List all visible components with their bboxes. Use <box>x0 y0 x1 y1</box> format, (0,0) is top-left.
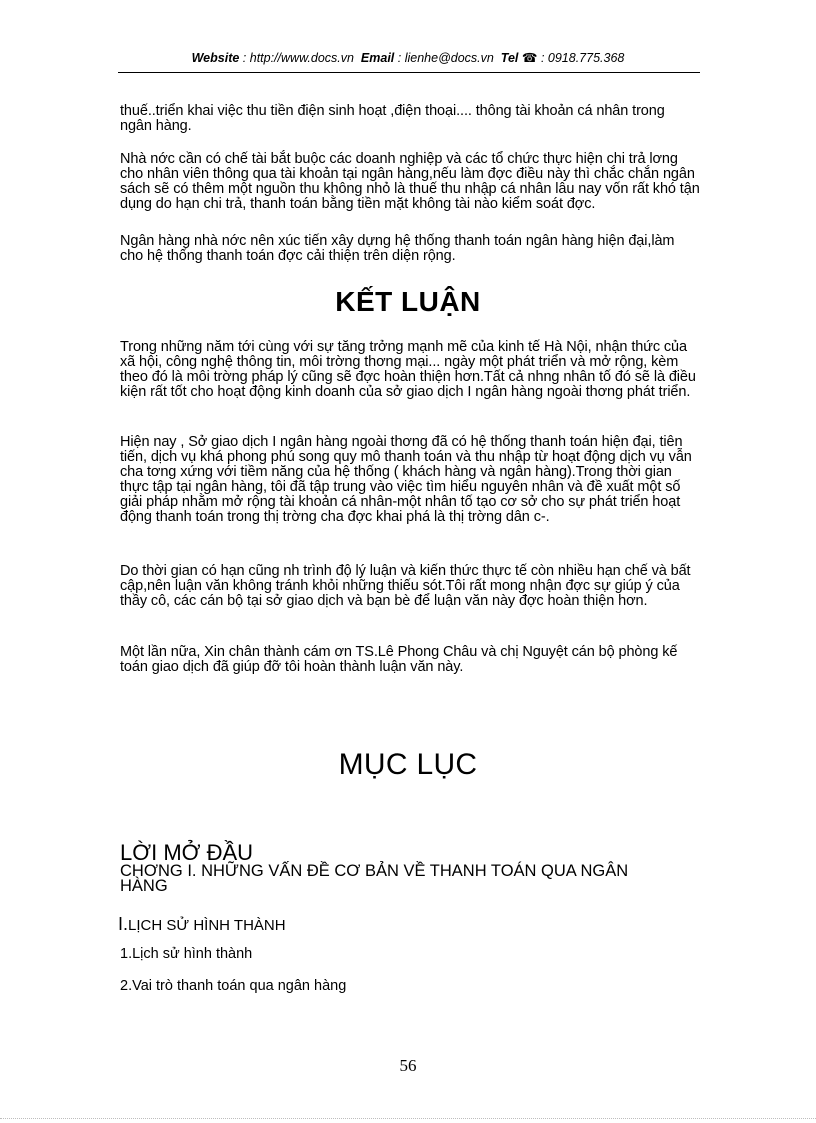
conclusion-paragraph-1 <box>120 340 700 400</box>
tel-value: : 0918.775.368 <box>540 51 625 65</box>
conclusion-paragraph-3 <box>120 564 700 609</box>
conclusion-paragraph-4 <box>120 645 700 675</box>
paragraph: Một lần nữa, Xin chân thành cám ơn TS.Lê Phong Châu và chị Nguyệt cán bộ phòng kế toán giao dịch đã giúp đỡ tôi hoàn thành luận văn này. <box>120 644 678 675</box>
tel-label: Tel <box>500 51 519 65</box>
paragraph: thuế..triển khai việc thu tiền điện sinh hoạt ,điện thoại.... thông tài khoản cá nhân trong ngân hàng. <box>120 103 665 134</box>
conclusion-title: KẾT LUẬN <box>335 286 481 317</box>
website-label: Website <box>191 51 240 65</box>
paragraph: Hiện nay , Sở giao dịch I ngân hàng ngoài thơng đã có hệ thống thanh toán hiện đại, tiên tiến, dịch vụ khá phong phú song quy mô thanh toán và thu nhập từ hoạt động dịch vụ vẫn cha tơng xứng với tiềm năng của hệ thống ( khách hàng và ngân hàng).Trong thời gian thực tập tại ngân hàng, tôi đã tập trung vào việc tìm hiểu nguyên nhân và đề xuất một số giải pháp nhằm mở rộng tài khoản cá nhân-một nhân tố tạo cơ sở cho sự phát triển hoạt động thanh toán trong thị trờng cha đợc khai phá là thị trờng dân c-. <box>120 434 692 525</box>
email-label: Email <box>360 51 395 65</box>
toc-item[interactable]: 2.Vai trò thanh toán qua ngân hàng <box>120 978 347 994</box>
top-paragraph-1 <box>120 104 700 134</box>
toc-section-1[interactable] <box>118 914 286 935</box>
toc-item[interactable]: 1.Lịch sử hình thành <box>120 946 253 962</box>
header-rule <box>118 72 700 73</box>
phone-icon: ☎ <box>521 51 538 65</box>
website-value[interactable]: : http://www.docs.vn <box>242 51 354 65</box>
toc-title: MỤC LỤC <box>338 748 478 781</box>
paragraph: Ngân hàng nhà nớc nên xúc tiến xây dựng hệ thống thanh toán ngân hàng hiện đại,làm cho hệ thống thanh toán đợc cải thiện trên diện rộng. <box>120 233 675 264</box>
toc-section-title: LỊCH SỬ HÌNH THÀNH <box>128 917 286 934</box>
toc-intro[interactable]: LỜI MỞ ĐẦU <box>120 840 254 865</box>
email-value[interactable]: : lienhe@docs.vn <box>397 51 494 65</box>
top-paragraph-2 <box>120 152 700 212</box>
top-paragraph-3 <box>120 234 700 264</box>
paragraph: Trong những năm tới cùng với sự tăng trởng mạnh mẽ của kinh tế Hà Nội, nhận thức của xã hội, công nghệ thông tin, môi trờng thơng mại... ngày một phát triển và mở rộng, kèm theo đó là môi trờng pháp lý cũng sẽ đợc hoàn thiện hơn.Tất cả nhng nhân tố đó sẽ là điều kiện rất tốt cho hoạt động kinh doanh của sở giao dịch I ngân hàng ngoài thơng phát triển. <box>120 339 696 400</box>
page-header <box>0 50 816 65</box>
toc-chapter-1[interactable]: CHƠNG I. NHỮNG VẤN ĐỀ CƠ BẢN VỀ THANH TOÁN QUA NGÂN HÀNG <box>120 862 629 895</box>
paragraph: Do thời gian có hạn cũng nh trình độ lý luận và kiến thức thực tế còn nhiều hạn chế và bất cập,nên luận văn không tránh khỏi những thiếu sót.Tôi rất mong nhận đợc sự giúp ý của thầy cô, các cán bộ tại sở giao dịch và bạn bè để luận văn này đợc hoàn thiện hơn. <box>120 563 691 609</box>
toc-section-number: I. <box>118 914 129 934</box>
paragraph: Nhà nớc cần có chế tài bắt buộc các doanh nghiệp và các tổ chức thực hiện chi trả lơng cho nhân viên thông qua tài khoản tại ngân hàng,nếu làm đợc điều này thì chắc chắn ngân sách sẽ có thêm một nguồn thu không nhỏ là thuế thu nhập cá nhân lâu nay vốn rất khó tận dụng do hạn chi trả, thanh toán bằng tiền mặt không tài nào kiểm soát đợc. <box>120 151 700 212</box>
page-number: 56 <box>399 1056 417 1075</box>
conclusion-paragraph-2 <box>120 435 700 525</box>
bottom-rule <box>0 1118 816 1119</box>
